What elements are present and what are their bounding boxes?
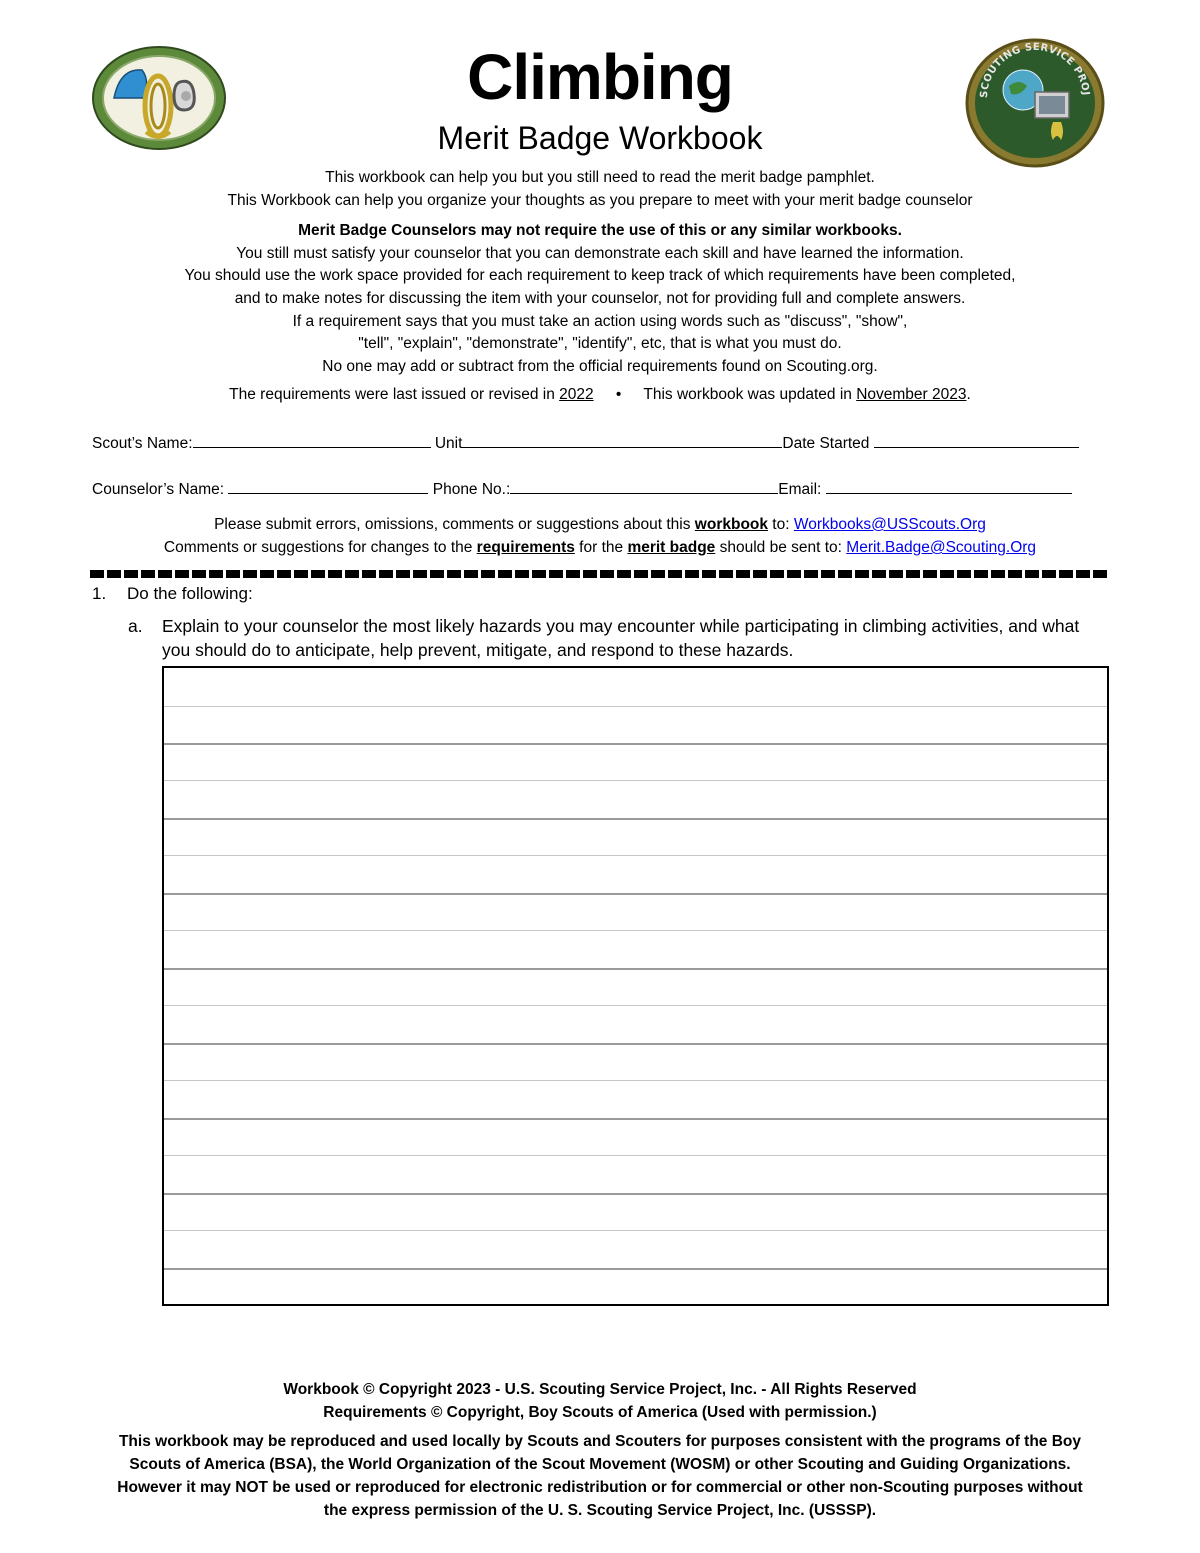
writing-line: [164, 930, 1107, 931]
writing-line: [164, 1155, 1107, 1156]
footer-line: Workbook © Copyright 2023 - U.S. Scouting Service Project, Inc. - All Rights Reserved: [283, 1381, 917, 1398]
intro-line: and to make notes for discussing the item with your counselor, not for providing full and complete answers.: [234, 289, 966, 307]
counselor-name-field[interactable]: [228, 480, 428, 494]
unit-field[interactable]: [462, 434, 782, 448]
requirement-number: 1.: [92, 584, 107, 603]
writing-line: [164, 1193, 1107, 1195]
writing-line: [164, 706, 1107, 707]
writing-line: [164, 1043, 1107, 1045]
counselor-name-label: Counselor’s Name:: [92, 481, 225, 498]
intro-line: This Workbook can help you organize your thoughts as you prepare to meet with your merit badge counselor: [227, 191, 973, 209]
svg-text:US SCOUTING SERVICE PROJECT: SCOUTING SERVICE PROJ: [978, 41, 1091, 99]
phone-label: Phone No.:: [432, 481, 511, 498]
date-started-field[interactable]: [874, 434, 1079, 448]
footer-line: the express permission of the U. S. Scouting Service Project, Inc. (USSSP).: [323, 1502, 877, 1519]
scout-name-field[interactable]: [193, 434, 431, 448]
intro-text: [0, 167, 1200, 378]
email-label: Email:: [778, 481, 822, 498]
bullet-separator: •: [615, 386, 622, 403]
requirement-text: Do the following:: [127, 584, 253, 603]
scout-name-label: Scout’s Name:: [92, 435, 193, 452]
intro-line: You should use the work space provided for each requirement to keep track of which requirements have been completed,: [184, 267, 1016, 285]
email-field[interactable]: [826, 480, 1072, 494]
writing-line: [164, 893, 1107, 895]
updated-date: November 2023: [856, 386, 967, 403]
requirement-1a: [128, 615, 1103, 662]
writing-line: [164, 1230, 1107, 1231]
intro-warning: Merit Badge Counselors may not require the use of this or any similar workbooks.: [298, 222, 902, 240]
intro-line: This workbook can help you but you still need to read the merit badge pamphlet.: [325, 169, 875, 186]
unit-label: Unit: [434, 435, 463, 452]
requirement-text: Explain to your counselor the most likely hazards you may encounter while participating in climbing activities, and what you should do to anticipate, help prevent, mitigate, and respond to these hazards.: [162, 616, 1080, 660]
footer-line: However it may NOT be used or reproduced for electronic redistribution or for commercial or other non-Scouting purposes without: [117, 1479, 1083, 1496]
merit-badge-email-link[interactable]: Merit.Badge@Scouting.Org: [846, 539, 1037, 556]
phone-field[interactable]: [510, 480, 778, 494]
date-started-label: Date Started: [782, 435, 870, 452]
requirement-letter: a.: [128, 616, 143, 636]
intro-line: If a requirement says that you must take an action using words such as "discuss", "show",: [292, 312, 908, 330]
writing-line: [164, 818, 1107, 820]
intro-line: You still must satisfy your counselor that you can demonstrate each skill and have learned the information.: [236, 244, 964, 262]
writing-line: [164, 1080, 1107, 1081]
writing-line: [164, 855, 1107, 856]
page-subtitle: Merit Badge Workbook: [437, 120, 763, 156]
footer-line: Scouts of America (BSA), the World Organization of the Scout Movement (WOSM) or other Scouting and Guiding Organizations.: [129, 1456, 1071, 1473]
scout-info-row: [92, 434, 1100, 453]
footer-line: This workbook may be reproduced and used locally by Scouts and Scouters for purposes consistent with the programs of the Boy: [118, 1433, 1082, 1450]
page-title: Climbing: [467, 41, 733, 113]
workbooks-email-link[interactable]: Workbooks@USScouts.Org: [793, 516, 986, 533]
writing-line: [164, 1005, 1107, 1006]
writing-line: [164, 1118, 1107, 1120]
writing-line: [164, 1268, 1107, 1270]
writing-line: [164, 968, 1107, 970]
writing-line: [164, 743, 1107, 745]
submission-info: Please submit errors, omissions, comments or suggestions about this workbook to: Workbooks@USScouts.Org Comments or suggestions for changes to the requirements for the merit badge should be sent to: Merit.Badge@Scouting.Org: [163, 516, 1037, 556]
answer-writing-area[interactable]: [162, 666, 1109, 1306]
writing-line: [164, 780, 1107, 781]
issued-year: 2022: [559, 386, 594, 403]
section-divider: [90, 570, 1108, 578]
intro-line: No one may add or subtract from the official requirements found on Scouting.org.: [322, 357, 878, 375]
revision-info: The requirements were last issued or revised in 2022 • This workbook was updated in November 2023.: [229, 386, 971, 403]
counselor-info-row: [92, 480, 1100, 499]
intro-line: "tell", "explain", "demonstrate", "identify", etc, that is what you must do.: [358, 335, 842, 353]
footer-line: Requirements © Copyright, Boy Scouts of America (Used with permission.): [323, 1404, 877, 1421]
copyright-footer: [0, 1378, 1200, 1522]
requirement-1: [92, 584, 253, 604]
